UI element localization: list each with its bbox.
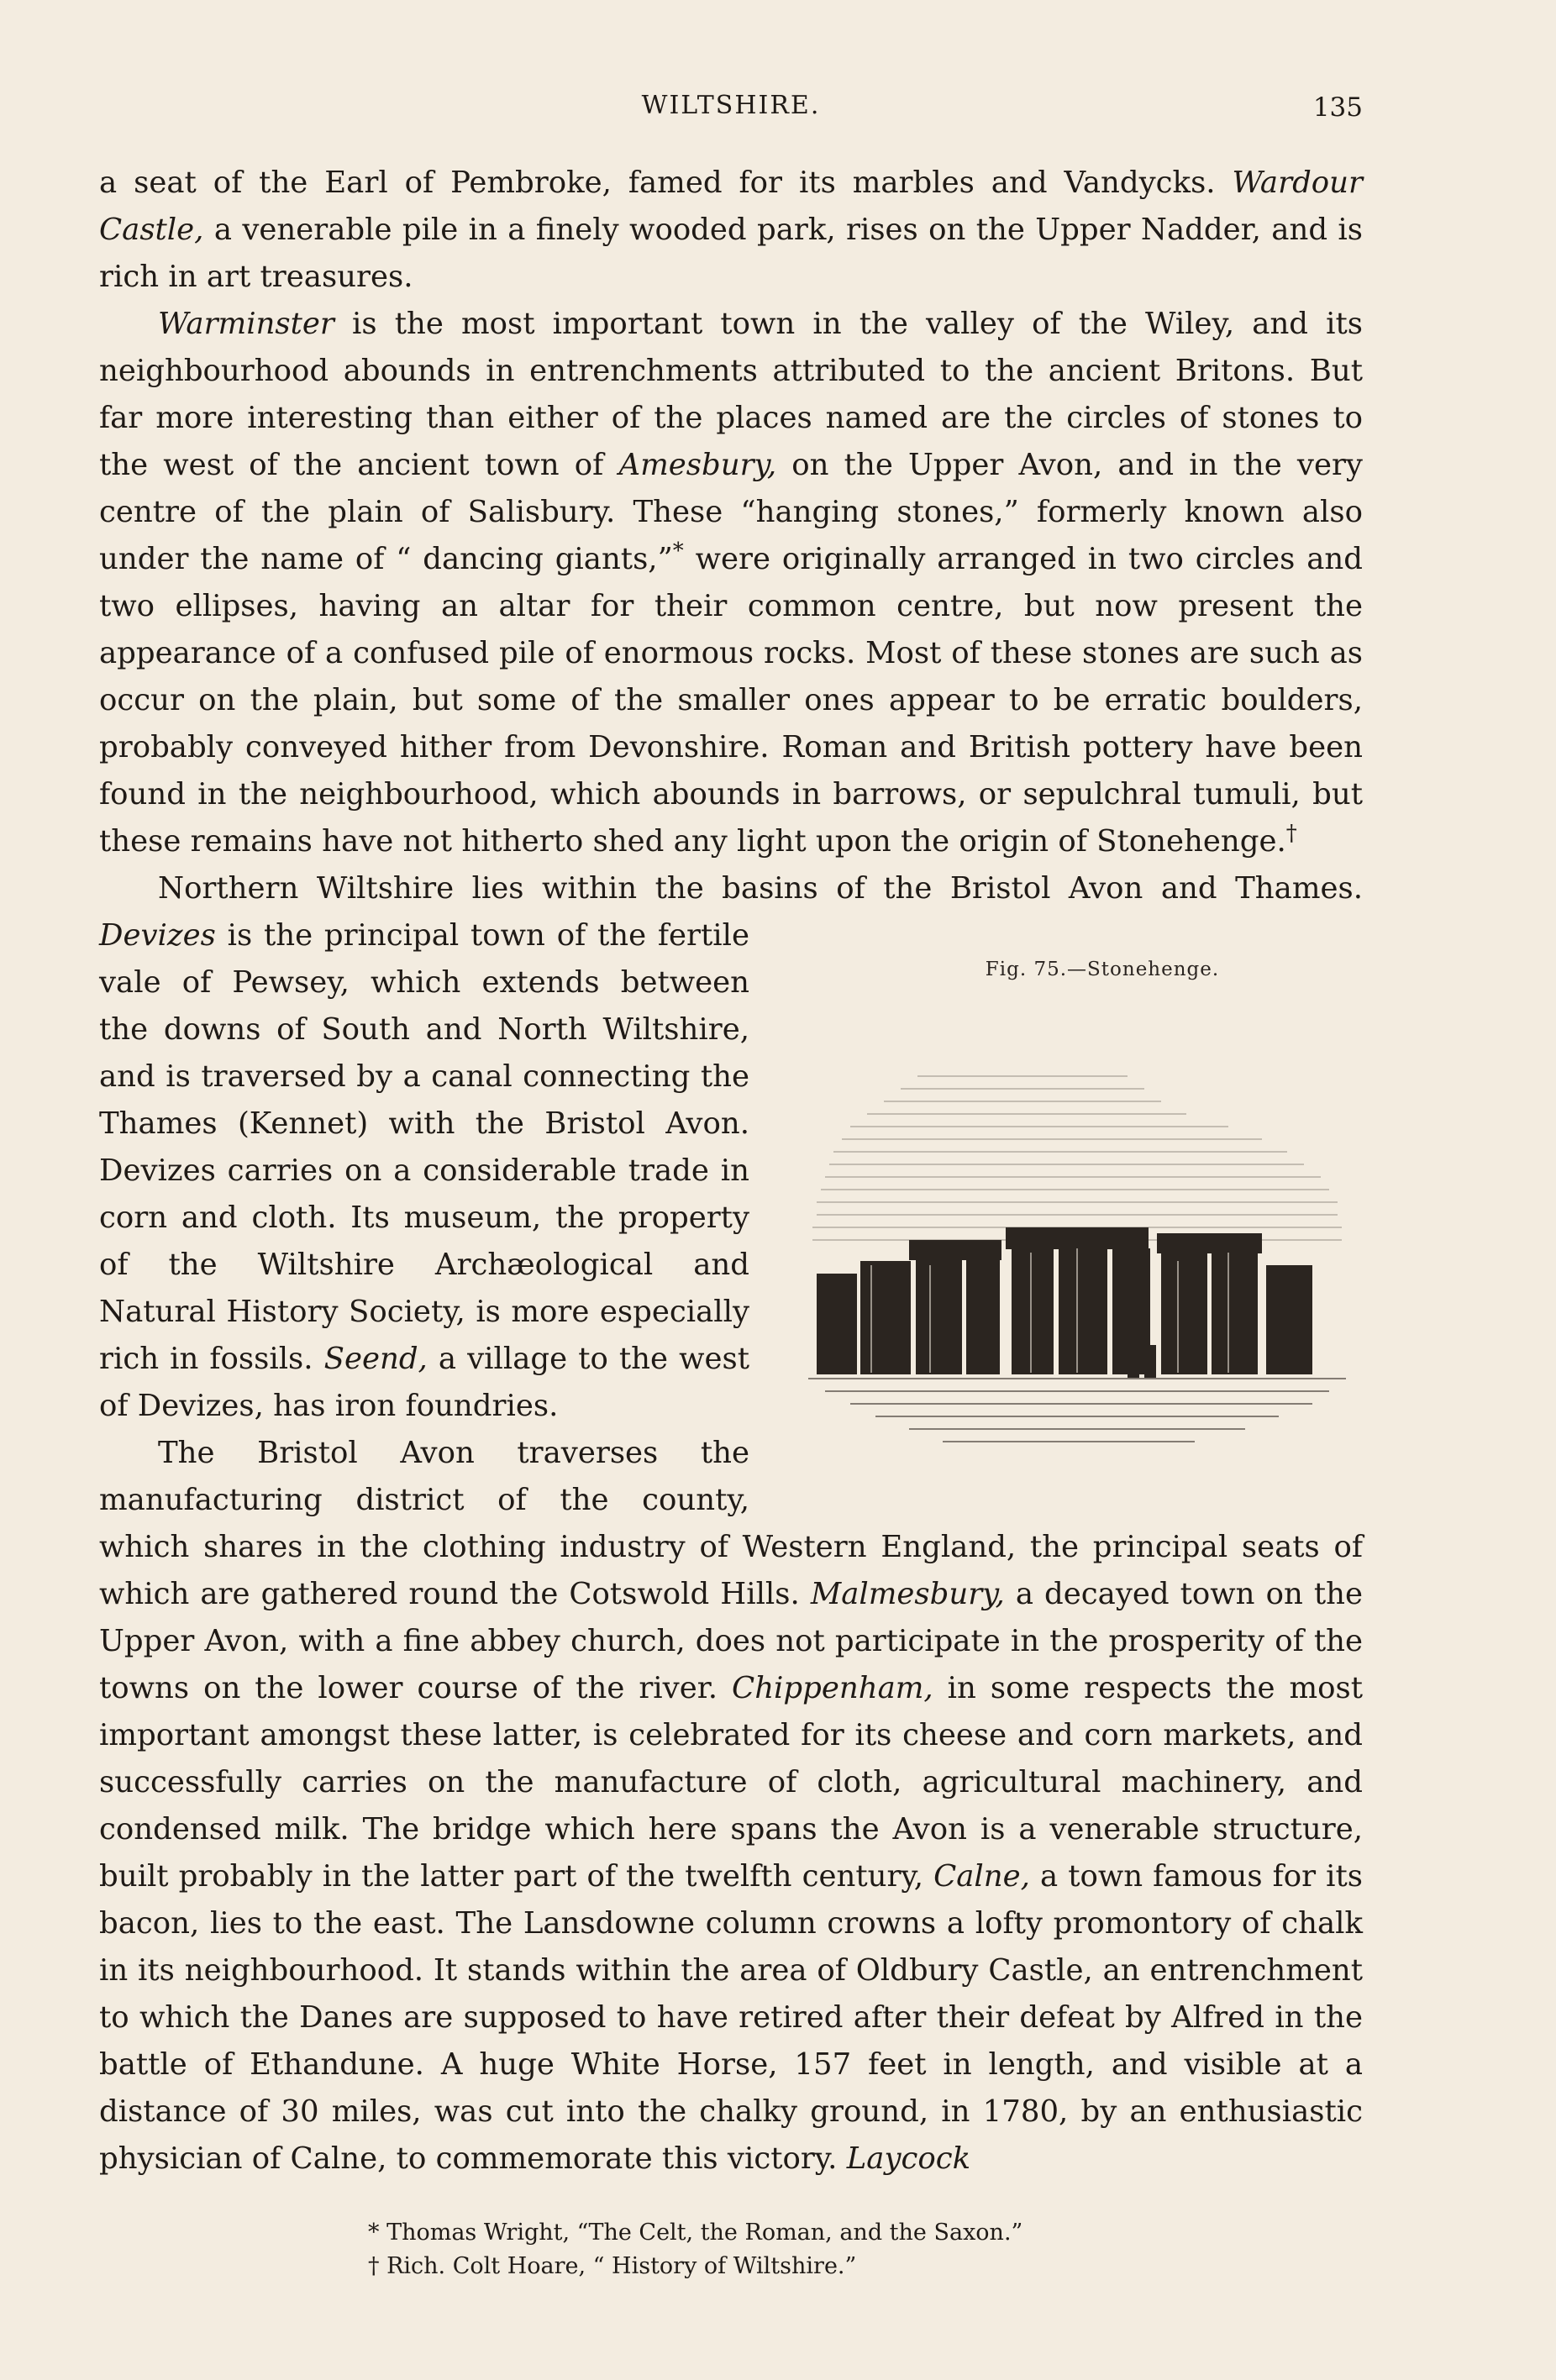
text-run: a decayed town on the Upper Avon, with a fine abbey church, does not participate in the prosperity of the towns on the lower course of the river. xyxy=(99,1577,1364,1705)
text-run: in some respects the most important amongst these latter, is celebrated for its cheese and corn markets, and successfully carries on the manufacture of cloth, agricultural machinery, and condensed milk. The bridge which here spans the Avon is a venerable structure, built probably in the latter part of the twelfth century, xyxy=(99,1671,1363,1894)
paragraph-2 xyxy=(99,301,1363,865)
italic-place-name: Laycock xyxy=(846,2141,971,2176)
figure xyxy=(783,912,1363,1500)
paragraph-3 xyxy=(99,865,1363,1430)
paragraph-1 xyxy=(99,160,1363,301)
footnote-mark: * xyxy=(672,539,684,565)
footnotes xyxy=(99,2216,1363,2283)
running-head xyxy=(99,91,1363,129)
footnote-1: * Thomas Wright, “The Celt, the Roman, and the Saxon.” xyxy=(368,2220,1023,2246)
text-run: a seat of the Earl of Pembroke, famed for its marbles and Vandycks. xyxy=(99,165,1233,200)
running-title: WILTSHIRE. xyxy=(641,91,821,120)
footnote-2: † Rich. Colt Hoare, “ History of Wiltshire.” xyxy=(368,2253,857,2279)
italic-place-name: Chippenham, xyxy=(732,1671,933,1705)
footnote-mark: † xyxy=(1285,821,1297,847)
text-run: is the principal town of the fertile vale of Pewsey, which extends between the downs of South and North Wiltshire, and is traversed by a canal connecting the Thames (Kennet) with the Bristol Avon. Devizes carries on a considerable trade in corn and cloth. Its museum, the property of the Wiltshire Archæological and Natural History Society, is more especially rich in fossils. xyxy=(99,918,749,1376)
text-run: were originally arranged in two circles and two ellipses, having an altar for their common centre, but now present the appearance of a confused pile of enormous rocks. Most of these stones are such as occur on the plain, but some of the smaller ones appear to be erratic boulders, probably conveyed hither from Devonshire. Roman and British pottery have been found in the neighbourhood, which abounds in barrows, or sepulchral tumuli, but these remains have not hitherto shed any light upon the origin of Stonehenge. xyxy=(99,542,1363,859)
text-run: The Bristol Avon traverses the manufacturing district of the county, which shares in the clothing industry of Western England, the principal seats of which are gathered round the Cotswold Hills. xyxy=(99,1436,1363,1611)
italic-place-name: Calne, xyxy=(933,1859,1030,1894)
italic-place-name: Wardour Castle, xyxy=(99,165,1363,247)
text-run: on the Upper Avon, and in the very centre of the plain of Salisbury. These “hanging stones,” formerly known also under the name of “ dancing giants,” xyxy=(99,448,1363,576)
text-run: a venerable pile in a finely wooded park, rises on the Upper Nadder, and is rich in art treasures. xyxy=(99,213,1363,294)
stonehenge-engraving xyxy=(791,996,1363,1484)
paragraph-4 xyxy=(99,1430,1363,2183)
italic-place-name: Amesbury, xyxy=(618,448,777,482)
text-run: Northern Wiltshire lies within the basins of the Bristol Avon and Thames. xyxy=(158,871,1363,906)
italic-place-name: Malmesbury, xyxy=(810,1577,1005,1611)
italic-place-name: Warminster xyxy=(158,307,334,341)
page-number: 135 xyxy=(1312,92,1363,123)
figure-caption: Fig. 75.—Stonehenge. xyxy=(985,959,1220,980)
italic-place-name: Devizes xyxy=(99,918,216,953)
italic-place-name: Seend, xyxy=(323,1342,428,1376)
text-run: is the most important town in the valley of the Wiley, and its neighbourhood abounds in entrenchments attributed to the ancient Britons. But far more interesting than either of the places named are the circles of stones to the west of the ancient town of xyxy=(99,307,1363,482)
text-run: a village to the west of Devizes, has iron foundries. xyxy=(99,1342,749,1423)
body-text xyxy=(99,160,1363,2283)
text-run: a town famous for its bacon, lies to the east. The Lansdowne column crowns a lofty promontory of chalk in its neighbourhood. It stands within the area of Oldbury Castle, an entrenchment to which the Danes are supposed to have retired after their defeat by Alfred in the battle of Ethandune. A huge White Horse, 157 feet in length, and visible at a distance of 30 miles, was cut into the chalky ground, in 1780, by an enthusiastic physician of Calne, to commemorate this victory. xyxy=(99,1859,1364,2176)
